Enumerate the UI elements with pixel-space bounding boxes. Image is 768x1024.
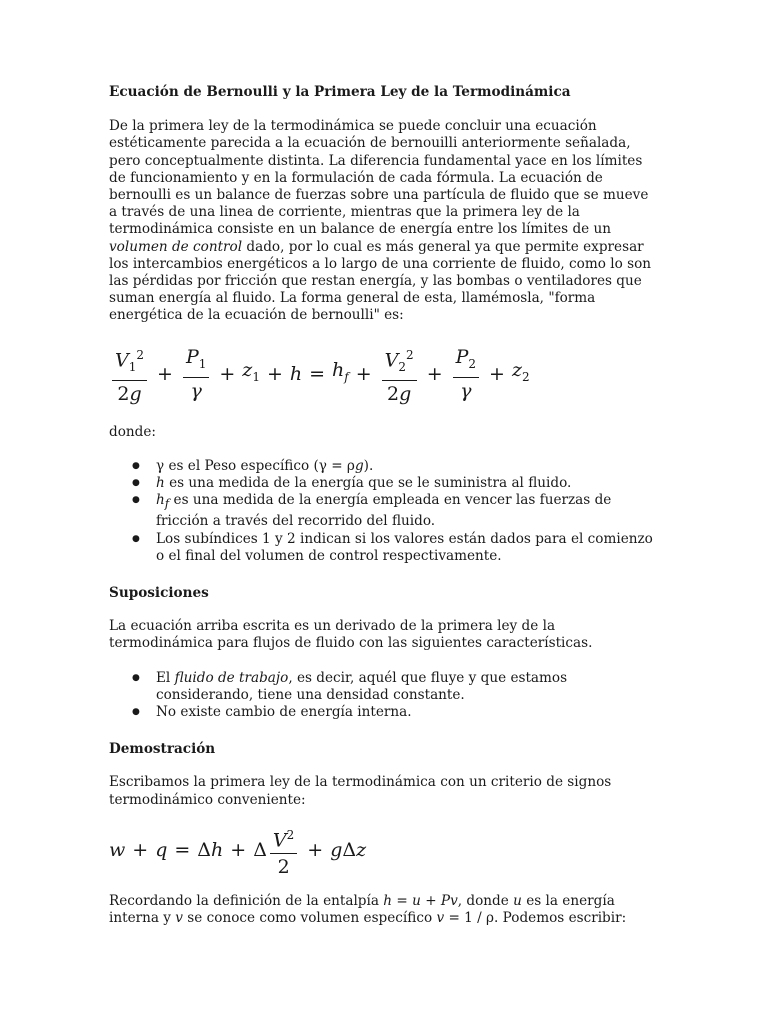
list-item: ● Los subíndices 1 y 2 indican si los valores están dados para el comienzo o el final del volumen de control respectivamente. bbox=[132, 530, 653, 564]
list-item: ● No existe cambio de energía interna. bbox=[132, 703, 412, 720]
bullet-icon: ● bbox=[132, 460, 140, 471]
bullet-icon: ● bbox=[132, 706, 140, 717]
first-law-equation: w + q = Δ h + Δ $\frac{V^2}{2}$ + g Δ z bbox=[109, 823, 656, 879]
bernoulli-energy-equation: $\frac{V_1^2}{2g}$ + $\frac{P_1}{\gamma}$ + $z_1$ + h = $h_f$ + $\frac{V_2^2}{2g}$ + $\frac{P_2}{\gamma}$ + $z_2$ bbox=[109, 343, 656, 406]
list-item: ● γ es el Peso específico (γ = ρg). bbox=[132, 457, 374, 474]
suposiciones-list bbox=[109, 670, 656, 722]
page-title: Ecuación de Bernoulli y la Primera Ley de la Termodinámica bbox=[109, 84, 571, 100]
intro-emphasis: volumen de control bbox=[109, 238, 243, 255]
intro-text-1: De la primera ley de la termodinámica se puede concluir una ecuación estéticamente parecida a la ecuación de bernouilli anteriormente señalada, pero conceptualmente distinta. La diferencia fundamental yace en los límites de funcionamiento y en la formulación de cada fórmula. La ecuación de bernoulli es un balance de fuerzas sobre una partícula de fluido que se mueve a través de una linea de corriente, mientras que la primera ley de la termodinámica consiste en un balance de energía entre los límites de un bbox=[109, 118, 649, 238]
section-heading-suposiciones: Suposiciones bbox=[109, 584, 209, 601]
demostracion-paragraph: Escribamos la primera ley de la termodinámica con un criterio de signos termodinámico conveniente: bbox=[109, 774, 612, 808]
suposiciones-paragraph: La ecuación arriba escrita es un derivado de la primera ley de la termodinámica para flujos de fluido con las siguientes características. bbox=[109, 618, 593, 652]
donde-label: donde: bbox=[109, 423, 156, 440]
list-item: ● $h_f$ es una medida de la energía empleada en vencer las fuerzas de fricción a través del recorrido del fluido. bbox=[132, 492, 612, 530]
section-heading-demostracion: Demostración bbox=[109, 741, 216, 758]
bullet-icon: ● bbox=[132, 495, 140, 506]
list-item: ● El fluido de trabajo, es decir, aquél que fluye y que estamos considerando, tiene una densidad constante. bbox=[132, 669, 568, 703]
bullet-icon: ● bbox=[132, 672, 140, 683]
bullet-icon: ● bbox=[132, 478, 140, 489]
definitions-list bbox=[109, 458, 656, 565]
recordando-paragraph: Recordando la definición de la entalpía h = u + Pv, donde u es la energía interna y v se conoce como volumen específico v = 1 / ρ. Podemos escribir: bbox=[109, 893, 627, 927]
bullet-icon: ● bbox=[132, 533, 140, 544]
list-item: ● h es una medida de la energía que se le suministra al fluido. bbox=[132, 475, 572, 492]
intro-paragraph bbox=[109, 118, 656, 324]
intro-text-2: dado, por lo cual es más general ya que permite expresar los intercambios energéticos a lo largo de una corriente de fluido, como lo son las pérdidas por fricción que restan energía, y las bombas o ventiladores que suman energía al fluido. La forma general de esta, llamémosla, "forma energética de la ecuación de bernoulli" es: bbox=[109, 238, 652, 324]
